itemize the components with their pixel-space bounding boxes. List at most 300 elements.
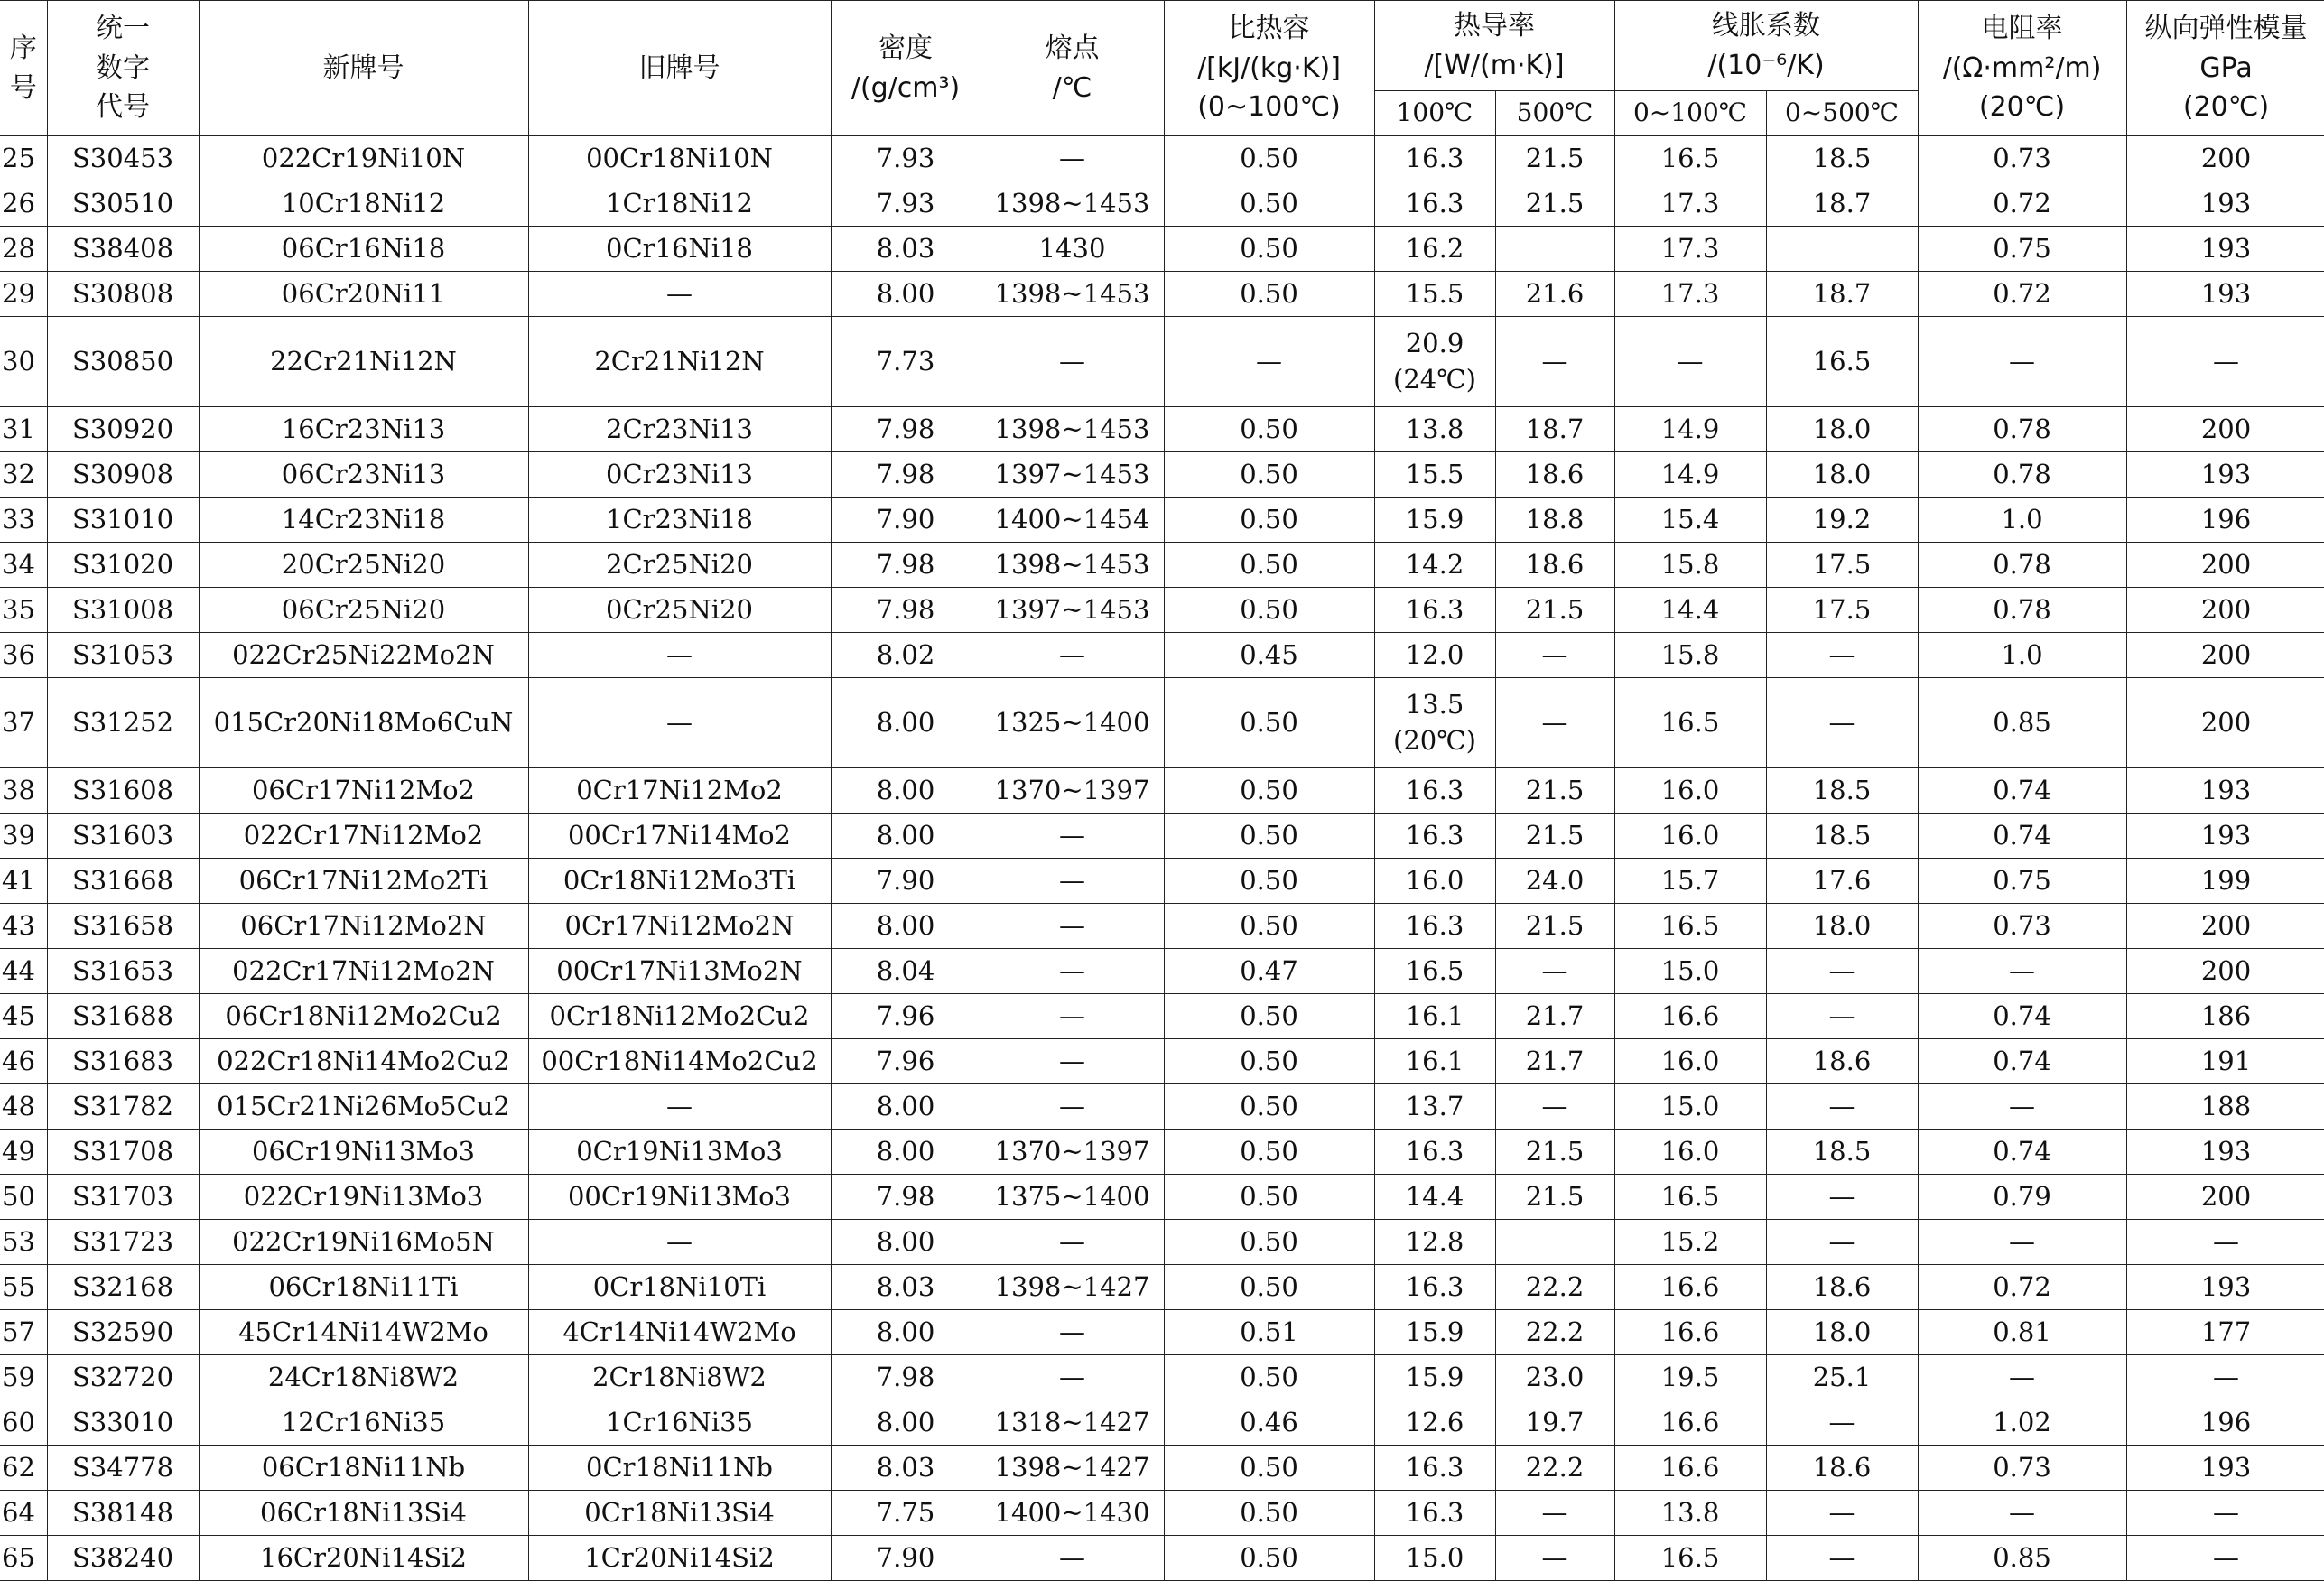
cell-modulus: 193 bbox=[2126, 1130, 2324, 1175]
cell-uns: S30850 bbox=[47, 317, 199, 407]
cell-modulus: 196 bbox=[2126, 498, 2324, 543]
cell-seq: 33 bbox=[0, 498, 47, 543]
header-expansion-title: 线胀系数 bbox=[1712, 10, 1821, 42]
cell-expansion-0-500: — bbox=[1766, 949, 1918, 994]
header-modulus-title: 纵向弹性模量 bbox=[2144, 13, 2308, 45]
cell-modulus: 200 bbox=[2126, 633, 2324, 678]
cell-expansion-0-100: — bbox=[1614, 317, 1766, 407]
cell-seq: 55 bbox=[0, 1265, 47, 1310]
table-row bbox=[0, 136, 2324, 181]
cell-melting: — bbox=[981, 317, 1164, 407]
cell-thermal-cond-100: 16.3 bbox=[1374, 814, 1495, 859]
table-row bbox=[0, 1536, 2324, 1581]
cell-thermal-cond-100: 16.3 bbox=[1374, 1265, 1495, 1310]
cell-thermal-cond-500: — bbox=[1495, 949, 1614, 994]
header-melting-unit: /℃ bbox=[1052, 71, 1092, 104]
cell-thermal-cond-500: — bbox=[1495, 317, 1614, 407]
cell-density: 7.98 bbox=[831, 452, 981, 498]
cell-melting: 1400~1430 bbox=[981, 1491, 1164, 1536]
cell-resistivity: 0.73 bbox=[1918, 904, 2126, 949]
cell-specific-heat: 0.50 bbox=[1164, 1039, 1374, 1084]
cell-expansion-0-100: 16.5 bbox=[1614, 904, 1766, 949]
table-row bbox=[0, 498, 2324, 543]
cell-old-grade: 2Cr23Ni13 bbox=[528, 407, 831, 452]
cell-expansion-0-500: — bbox=[1766, 1084, 1918, 1130]
table-row bbox=[0, 1130, 2324, 1175]
cell-expansion-0-500: 25.1 bbox=[1766, 1355, 1918, 1400]
cell-specific-heat: 0.51 bbox=[1164, 1310, 1374, 1355]
table-row bbox=[0, 543, 2324, 588]
cell-expansion-0-500: 18.5 bbox=[1766, 768, 1918, 814]
cell-modulus: 193 bbox=[2126, 227, 2324, 272]
cell-density: 8.00 bbox=[831, 1084, 981, 1130]
cell-new-grade: 45Cr14Ni14W2Mo bbox=[199, 1310, 528, 1355]
cell-thermal-cond-500: 21.5 bbox=[1495, 588, 1614, 633]
cell-resistivity: 0.85 bbox=[1918, 1536, 2126, 1581]
cell-density: 8.00 bbox=[831, 1130, 981, 1175]
cell-expansion-0-500: — bbox=[1766, 1536, 1918, 1581]
cell-expansion-0-100: 17.3 bbox=[1614, 181, 1766, 227]
header-resistivity-temp: (20℃) bbox=[1978, 91, 2066, 124]
cell-thermal-cond-100: 14.2 bbox=[1374, 543, 1495, 588]
cell-seq: 43 bbox=[0, 904, 47, 949]
cell-resistivity: 0.75 bbox=[1918, 227, 2126, 272]
table-row bbox=[0, 904, 2324, 949]
cell-modulus: — bbox=[2126, 1536, 2324, 1581]
cell-melting: 1370~1397 bbox=[981, 1130, 1164, 1175]
cell-melting: — bbox=[981, 1220, 1164, 1265]
cell-new-grade: 14Cr23Ni18 bbox=[199, 498, 528, 543]
cell-density: 7.75 bbox=[831, 1491, 981, 1536]
cell-old-grade: 00Cr17Ni13Mo2N bbox=[528, 949, 831, 994]
cell-seq: 31 bbox=[0, 407, 47, 452]
header-resistivity-unit: /(Ω·mm²/m) bbox=[1942, 51, 2102, 84]
cell-resistivity: 0.72 bbox=[1918, 181, 2126, 227]
table-row bbox=[0, 227, 2324, 272]
cell-thermal-cond-value: 20.9 bbox=[1405, 328, 1464, 359]
cell-melting: 1398~1453 bbox=[981, 407, 1164, 452]
cell-density: 7.98 bbox=[831, 1355, 981, 1400]
cell-thermal-cond-100: 16.5 bbox=[1374, 949, 1495, 994]
cell-expansion-0-500: 18.5 bbox=[1766, 136, 1918, 181]
cell-melting: 1397~1453 bbox=[981, 452, 1164, 498]
cell-specific-heat: 0.50 bbox=[1164, 1130, 1374, 1175]
cell-thermal-cond-100: 15.5 bbox=[1374, 452, 1495, 498]
table-row bbox=[0, 1446, 2324, 1491]
header-thermal-cond-500: 500℃ bbox=[1495, 91, 1614, 136]
cell-uns: S38408 bbox=[47, 227, 199, 272]
cell-resistivity: 0.85 bbox=[1918, 678, 2126, 768]
cell-expansion-0-500: — bbox=[1766, 994, 1918, 1039]
cell-density: 8.00 bbox=[831, 1220, 981, 1265]
cell-thermal-cond-100: 16.2 bbox=[1374, 227, 1495, 272]
cell-uns: S31008 bbox=[47, 588, 199, 633]
cell-modulus: 200 bbox=[2126, 407, 2324, 452]
cell-new-grade: 06Cr23Ni13 bbox=[199, 452, 528, 498]
cell-thermal-cond-100: 12.0 bbox=[1374, 633, 1495, 678]
header-old-grade: 旧牌号 bbox=[528, 1, 831, 136]
cell-expansion-0-100: 17.3 bbox=[1614, 272, 1766, 317]
table-row bbox=[0, 272, 2324, 317]
cell-expansion-0-500: 18.5 bbox=[1766, 1130, 1918, 1175]
cell-specific-heat: 0.50 bbox=[1164, 543, 1374, 588]
cell-new-grade: 06Cr18Ni11Nb bbox=[199, 1446, 528, 1491]
cell-expansion-0-500: 18.6 bbox=[1766, 1265, 1918, 1310]
cell-seq: 53 bbox=[0, 1220, 47, 1265]
cell-old-grade: 0Cr25Ni20 bbox=[528, 588, 831, 633]
cell-uns: S30808 bbox=[47, 272, 199, 317]
header-thermal-cond bbox=[1374, 1, 1614, 91]
cell-modulus: 200 bbox=[2126, 543, 2324, 588]
cell-specific-heat: 0.50 bbox=[1164, 859, 1374, 904]
cell-density: 7.98 bbox=[831, 1175, 981, 1220]
cell-expansion-0-100: 16.0 bbox=[1614, 1130, 1766, 1175]
cell-old-grade: 2Cr21Ni12N bbox=[528, 317, 831, 407]
header-specific-heat-unit: /[kJ/(kg·K)] bbox=[1197, 51, 1341, 84]
cell-density: 8.00 bbox=[831, 678, 981, 768]
cell-expansion-0-100: 14.4 bbox=[1614, 588, 1766, 633]
cell-uns: S34778 bbox=[47, 1446, 199, 1491]
cell-density: 8.03 bbox=[831, 1265, 981, 1310]
cell-expansion-0-100: 16.5 bbox=[1614, 136, 1766, 181]
cell-uns: S31010 bbox=[47, 498, 199, 543]
cell-expansion-0-100: 16.5 bbox=[1614, 678, 1766, 768]
cell-thermal-cond-100: 16.3 bbox=[1374, 1491, 1495, 1536]
table-row bbox=[0, 949, 2324, 994]
cell-old-grade: — bbox=[528, 633, 831, 678]
cell-melting: — bbox=[981, 1310, 1164, 1355]
cell-resistivity: 0.78 bbox=[1918, 407, 2126, 452]
cell-melting: 1325~1400 bbox=[981, 678, 1164, 768]
cell-thermal-cond-100: 14.4 bbox=[1374, 1175, 1495, 1220]
cell-modulus: 188 bbox=[2126, 1084, 2324, 1130]
table-row bbox=[0, 1084, 2324, 1130]
header-specific-heat-range: (0~100℃) bbox=[1197, 91, 1341, 124]
cell-new-grade: 022Cr17Ni12Mo2N bbox=[199, 949, 528, 994]
cell-thermal-cond-500: 21.5 bbox=[1495, 136, 1614, 181]
cell-melting: — bbox=[981, 633, 1164, 678]
cell-new-grade: 022Cr19Ni16Mo5N bbox=[199, 1220, 528, 1265]
cell-thermal-cond-500: 21.5 bbox=[1495, 1130, 1614, 1175]
header-density bbox=[831, 1, 981, 136]
cell-uns: S32168 bbox=[47, 1265, 199, 1310]
header-melting-title: 熔点 bbox=[1045, 33, 1100, 64]
cell-new-grade: 022Cr17Ni12Mo2 bbox=[199, 814, 528, 859]
table-row bbox=[0, 452, 2324, 498]
cell-seq: 28 bbox=[0, 227, 47, 272]
table-row bbox=[0, 814, 2324, 859]
cell-thermal-cond-100: 16.3 bbox=[1374, 1130, 1495, 1175]
cell-new-grade: 10Cr18Ni12 bbox=[199, 181, 528, 227]
cell-specific-heat: 0.50 bbox=[1164, 407, 1374, 452]
cell-melting: 1370~1397 bbox=[981, 768, 1164, 814]
cell-new-grade: 06Cr25Ni20 bbox=[199, 588, 528, 633]
cell-expansion-0-100: 15.0 bbox=[1614, 949, 1766, 994]
cell-expansion-0-100: 16.0 bbox=[1614, 814, 1766, 859]
cell-modulus: 193 bbox=[2126, 181, 2324, 227]
cell-seq: 29 bbox=[0, 272, 47, 317]
cell-specific-heat: — bbox=[1164, 317, 1374, 407]
cell-specific-heat: 0.50 bbox=[1164, 1446, 1374, 1491]
cell-thermal-cond-500: 24.0 bbox=[1495, 859, 1614, 904]
cell-seq: 46 bbox=[0, 1039, 47, 1084]
cell-modulus: 200 bbox=[2126, 678, 2324, 768]
cell-expansion-0-500: 18.6 bbox=[1766, 1446, 1918, 1491]
cell-density: 8.03 bbox=[831, 1446, 981, 1491]
cell-expansion-0-100: 14.9 bbox=[1614, 452, 1766, 498]
cell-new-grade: 20Cr25Ni20 bbox=[199, 543, 528, 588]
cell-new-grade: 06Cr17Ni12Mo2N bbox=[199, 904, 528, 949]
cell-density: 8.00 bbox=[831, 768, 981, 814]
cell-expansion-0-500: 18.6 bbox=[1766, 1039, 1918, 1084]
cell-resistivity: 0.81 bbox=[1918, 1310, 2126, 1355]
cell-specific-heat: 0.50 bbox=[1164, 1175, 1374, 1220]
cell-thermal-cond-100: 16.3 bbox=[1374, 136, 1495, 181]
header-uns: 统一数字代号 bbox=[47, 1, 199, 136]
cell-new-grade: 06Cr16Ni18 bbox=[199, 227, 528, 272]
cell-thermal-cond-500: 22.2 bbox=[1495, 1310, 1614, 1355]
cell-density: 7.96 bbox=[831, 994, 981, 1039]
cell-expansion-0-100: 13.8 bbox=[1614, 1491, 1766, 1536]
cell-old-grade: 0Cr18Ni12Mo3Ti bbox=[528, 859, 831, 904]
cell-thermal-cond-500: 22.2 bbox=[1495, 1265, 1614, 1310]
cell-thermal-cond-500: 18.7 bbox=[1495, 407, 1614, 452]
cell-old-grade: 0Cr23Ni13 bbox=[528, 452, 831, 498]
cell-uns: S31703 bbox=[47, 1175, 199, 1220]
cell-density: 7.96 bbox=[831, 1039, 981, 1084]
cell-uns: S31668 bbox=[47, 859, 199, 904]
cell-old-grade: — bbox=[528, 1220, 831, 1265]
header-seq: 序号 bbox=[0, 1, 47, 136]
cell-thermal-cond-100: 16.1 bbox=[1374, 994, 1495, 1039]
cell-expansion-0-500: 18.7 bbox=[1766, 181, 1918, 227]
header-expansion bbox=[1614, 1, 1918, 91]
cell-thermal-cond-500: — bbox=[1495, 1084, 1614, 1130]
cell-thermal-cond-500: 18.8 bbox=[1495, 498, 1614, 543]
header-density-unit: /(g/cm³) bbox=[851, 71, 961, 104]
cell-melting: 1318~1427 bbox=[981, 1400, 1164, 1446]
cell-new-grade: 12Cr16Ni35 bbox=[199, 1400, 528, 1446]
cell-old-grade: 0Cr18Ni11Nb bbox=[528, 1446, 831, 1491]
cell-density: 8.00 bbox=[831, 1310, 981, 1355]
cell-expansion-0-100: 15.8 bbox=[1614, 633, 1766, 678]
cell-seq: 39 bbox=[0, 814, 47, 859]
cell-thermal-cond-100: 12.8 bbox=[1374, 1220, 1495, 1265]
cell-resistivity: 0.72 bbox=[1918, 1265, 2126, 1310]
cell-thermal-cond-500: 18.6 bbox=[1495, 543, 1614, 588]
cell-expansion-0-500: — bbox=[1766, 633, 1918, 678]
cell-melting: 1400~1454 bbox=[981, 498, 1164, 543]
cell-specific-heat: 0.46 bbox=[1164, 1400, 1374, 1446]
table-row bbox=[0, 1400, 2324, 1446]
cell-expansion-0-500: 17.6 bbox=[1766, 859, 1918, 904]
cell-resistivity: 0.75 bbox=[1918, 859, 2126, 904]
cell-new-grade: 015Cr21Ni26Mo5Cu2 bbox=[199, 1084, 528, 1130]
cell-seq: 60 bbox=[0, 1400, 47, 1446]
cell-new-grade: 022Cr19Ni10N bbox=[199, 136, 528, 181]
cell-density: 8.04 bbox=[831, 949, 981, 994]
cell-old-grade: 00Cr19Ni13Mo3 bbox=[528, 1175, 831, 1220]
cell-thermal-cond-500: 21.5 bbox=[1495, 768, 1614, 814]
cell-density: 8.00 bbox=[831, 272, 981, 317]
cell-modulus: 200 bbox=[2126, 904, 2324, 949]
cell-uns: S31708 bbox=[47, 1130, 199, 1175]
cell-resistivity: 1.02 bbox=[1918, 1400, 2126, 1446]
cell-thermal-cond-100: 13.7 bbox=[1374, 1084, 1495, 1130]
header-expansion-unit: /(10⁻⁶/K) bbox=[1707, 49, 1825, 81]
cell-expansion-0-100: 17.3 bbox=[1614, 227, 1766, 272]
cell-modulus: — bbox=[2126, 1491, 2324, 1536]
cell-melting: — bbox=[981, 814, 1164, 859]
cell-melting: — bbox=[981, 1084, 1164, 1130]
cell-expansion-0-500: — bbox=[1766, 1220, 1918, 1265]
cell-old-grade: 4Cr14Ni14W2Mo bbox=[528, 1310, 831, 1355]
cell-resistivity: 0.78 bbox=[1918, 543, 2126, 588]
cell-specific-heat: 0.50 bbox=[1164, 588, 1374, 633]
cell-uns: S30510 bbox=[47, 181, 199, 227]
cell-resistivity: 0.74 bbox=[1918, 768, 2126, 814]
cell-expansion-0-100: 19.5 bbox=[1614, 1355, 1766, 1400]
cell-resistivity: 0.72 bbox=[1918, 272, 2126, 317]
cell-expansion-0-100: 16.5 bbox=[1614, 1536, 1766, 1581]
cell-thermal-cond-500: 21.7 bbox=[1495, 1039, 1614, 1084]
table-row bbox=[0, 1175, 2324, 1220]
cell-specific-heat: 0.50 bbox=[1164, 1355, 1374, 1400]
cell-thermal-cond-100: 16.0 bbox=[1374, 859, 1495, 904]
cell-expansion-0-100: 15.4 bbox=[1614, 498, 1766, 543]
cell-seq: 50 bbox=[0, 1175, 47, 1220]
cell-thermal-cond-100: 16.1 bbox=[1374, 1039, 1495, 1084]
cell-seq: 38 bbox=[0, 768, 47, 814]
table-row bbox=[0, 994, 2324, 1039]
cell-thermal-cond-500: — bbox=[1495, 1491, 1614, 1536]
cell-uns: S38240 bbox=[47, 1536, 199, 1581]
cell-melting: — bbox=[981, 904, 1164, 949]
cell-melting: 1430 bbox=[981, 227, 1164, 272]
cell-melting: 1398~1427 bbox=[981, 1446, 1164, 1491]
cell-uns: S33010 bbox=[47, 1400, 199, 1446]
cell-new-grade: 06Cr17Ni12Mo2 bbox=[199, 768, 528, 814]
cell-old-grade: 00Cr17Ni14Mo2 bbox=[528, 814, 831, 859]
cell-uns: S30920 bbox=[47, 407, 199, 452]
header-thermal-cond-100: 100℃ bbox=[1374, 91, 1495, 136]
table-row bbox=[0, 317, 2324, 407]
cell-uns: S31608 bbox=[47, 768, 199, 814]
cell-old-grade: 00Cr18Ni10N bbox=[528, 136, 831, 181]
cell-thermal-cond-100: 13.8 bbox=[1374, 407, 1495, 452]
cell-new-grade: 06Cr20Ni11 bbox=[199, 272, 528, 317]
cell-new-grade: 06Cr18Ni11Ti bbox=[199, 1265, 528, 1310]
cell-seq: 25 bbox=[0, 136, 47, 181]
cell-melting: — bbox=[981, 136, 1164, 181]
cell-expansion-0-500: 17.5 bbox=[1766, 543, 1918, 588]
table-row bbox=[0, 1220, 2324, 1265]
cell-melting: — bbox=[981, 994, 1164, 1039]
cell-specific-heat: 0.50 bbox=[1164, 1084, 1374, 1130]
header-resistivity-title: 电阻率 bbox=[1981, 13, 2063, 45]
cell-thermal-cond-100: 15.0 bbox=[1374, 1536, 1495, 1581]
table-row bbox=[0, 181, 2324, 227]
cell-specific-heat: 0.50 bbox=[1164, 136, 1374, 181]
cell-modulus: 200 bbox=[2126, 588, 2324, 633]
cell-expansion-0-500: 18.0 bbox=[1766, 452, 1918, 498]
cell-specific-heat: 0.50 bbox=[1164, 498, 1374, 543]
cell-melting: 1397~1453 bbox=[981, 588, 1164, 633]
cell-modulus: 191 bbox=[2126, 1039, 2324, 1084]
cell-thermal-cond-500: 22.2 bbox=[1495, 1446, 1614, 1491]
cell-uns: S31723 bbox=[47, 1220, 199, 1265]
cell-new-grade: 16Cr23Ni13 bbox=[199, 407, 528, 452]
header-resistivity bbox=[1918, 1, 2126, 136]
cell-specific-heat: 0.50 bbox=[1164, 904, 1374, 949]
cell-old-grade: 1Cr16Ni35 bbox=[528, 1400, 831, 1446]
cell-seq: 49 bbox=[0, 1130, 47, 1175]
cell-expansion-0-100: 16.6 bbox=[1614, 1310, 1766, 1355]
cell-melting: 1398~1453 bbox=[981, 272, 1164, 317]
cell-uns: S31683 bbox=[47, 1039, 199, 1084]
table-row bbox=[0, 1491, 2324, 1536]
cell-expansion-0-500: 18.0 bbox=[1766, 407, 1918, 452]
cell-resistivity: — bbox=[1918, 949, 2126, 994]
cell-modulus: — bbox=[2126, 1355, 2324, 1400]
header-thermal-cond-title: 热导率 bbox=[1454, 10, 1535, 42]
cell-expansion-0-500: 18.7 bbox=[1766, 272, 1918, 317]
cell-resistivity: 0.74 bbox=[1918, 994, 2126, 1039]
cell-expansion-0-500: 16.5 bbox=[1766, 317, 1918, 407]
cell-old-grade: 00Cr18Ni14Mo2Cu2 bbox=[528, 1039, 831, 1084]
table-header bbox=[0, 1, 2324, 136]
table-row bbox=[0, 859, 2324, 904]
cell-resistivity: 1.0 bbox=[1918, 633, 2126, 678]
cell-seq: 44 bbox=[0, 949, 47, 994]
cell-expansion-0-100: 15.0 bbox=[1614, 1084, 1766, 1130]
cell-specific-heat: 0.50 bbox=[1164, 768, 1374, 814]
cell-uns: S30908 bbox=[47, 452, 199, 498]
cell-resistivity: 0.78 bbox=[1918, 588, 2126, 633]
cell-old-grade: 1Cr20Ni14Si2 bbox=[528, 1536, 831, 1581]
cell-expansion-0-100: 16.6 bbox=[1614, 1400, 1766, 1446]
cell-specific-heat: 0.50 bbox=[1164, 227, 1374, 272]
header-modulus-temp: (20℃) bbox=[2182, 91, 2270, 124]
cell-expansion-0-100: 16.0 bbox=[1614, 1039, 1766, 1084]
cell-expansion-0-100: 15.7 bbox=[1614, 859, 1766, 904]
cell-new-grade: 015Cr20Ni18Mo6CuN bbox=[199, 678, 528, 768]
cell-thermal-cond-500: — bbox=[1495, 1536, 1614, 1581]
header-expansion-0-100: 0~100℃ bbox=[1614, 91, 1766, 136]
cell-modulus: 193 bbox=[2126, 452, 2324, 498]
cell-uns: S32590 bbox=[47, 1310, 199, 1355]
header-density-title: 密度 bbox=[878, 33, 933, 64]
cell-thermal-cond-100 bbox=[1374, 678, 1495, 768]
cell-thermal-cond-100: 16.3 bbox=[1374, 181, 1495, 227]
cell-thermal-cond-500: 21.7 bbox=[1495, 994, 1614, 1039]
cell-melting: 1398~1453 bbox=[981, 181, 1164, 227]
cell-resistivity: — bbox=[1918, 1491, 2126, 1536]
cell-thermal-cond-500: 21.5 bbox=[1495, 1175, 1614, 1220]
cell-seq: 57 bbox=[0, 1310, 47, 1355]
cell-modulus: — bbox=[2126, 1220, 2324, 1265]
cell-new-grade: 022Cr18Ni14Mo2Cu2 bbox=[199, 1039, 528, 1084]
cell-resistivity: 0.73 bbox=[1918, 1446, 2126, 1491]
cell-new-grade: 06Cr18Ni13Si4 bbox=[199, 1491, 528, 1536]
cell-melting: — bbox=[981, 949, 1164, 994]
cell-uns: S31020 bbox=[47, 543, 199, 588]
cell-thermal-cond-500: 21.5 bbox=[1495, 904, 1614, 949]
cell-density: 8.00 bbox=[831, 904, 981, 949]
table-row bbox=[0, 407, 2324, 452]
cell-old-grade: 0Cr19Ni13Mo3 bbox=[528, 1130, 831, 1175]
cell-expansion-0-100: 16.5 bbox=[1614, 1175, 1766, 1220]
